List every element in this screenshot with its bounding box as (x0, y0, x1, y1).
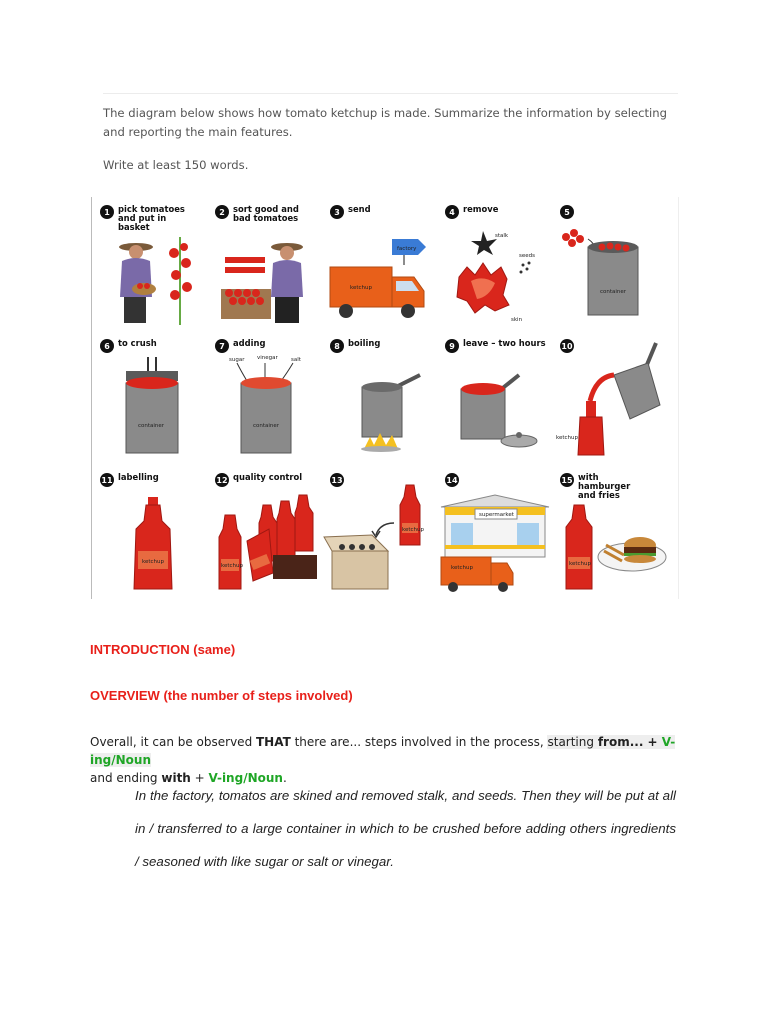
skin-label: skin (511, 317, 523, 323)
step-number: 10 (560, 339, 574, 353)
overview-heading: OVERVIEW (the number of steps involved) (90, 688, 353, 703)
example-paragraph: In the factory, tomatos are skined and removed stalk, and seeds. Then they will be put at all in / transferred to a large container in which to be crushed before adding others ingredients / seasoned with like sugar or salt or vinegar. (135, 788, 676, 869)
prompt-instruction: The diagram below shows how tomato ketchup is made. Summarize the information by selecting and reporting the main features. (103, 106, 667, 139)
step-label: 3 send (330, 205, 371, 219)
step-8 (322, 331, 437, 463)
bottle-ketchup-label: ketchup (402, 527, 425, 533)
prompt-word-count: Write at least 150 words. (103, 158, 249, 172)
step-label: 7 adding (215, 339, 265, 353)
step-number: 7 (215, 339, 229, 353)
truck-ketchup-label: ketchup (451, 565, 474, 571)
step-4 (437, 197, 552, 329)
introduction-heading: INTRODUCTION (same) (90, 642, 236, 657)
salt-label: salt (291, 357, 301, 363)
step-label (560, 339, 578, 353)
step-number: 9 (445, 339, 459, 353)
truck-ketchup-label: ketchup (350, 285, 373, 291)
step-number: 6 (100, 339, 114, 353)
ving-noun-2: V-ing/Noun (208, 771, 283, 785)
step-number: 15 (560, 473, 574, 487)
step-label: 15 with hamburger and fries (561, 472, 631, 500)
ketchup-process-diagram (91, 197, 679, 599)
step-2 (207, 197, 322, 329)
step-7 (207, 331, 322, 463)
overview-template-sentence: Overall, it can be observed THAT there are... steps involved in the process, starting from... + V-ing/Noun and ending with + V-ing/Noun. (90, 735, 676, 785)
factory-sign-label: factory (397, 246, 417, 252)
seeds-label: seeds (519, 253, 535, 259)
task-prompt (103, 104, 683, 175)
with-keyword: with (161, 771, 191, 785)
step-label: 2 sort good and bad tomatoes (215, 205, 303, 223)
container-label: container (253, 423, 280, 429)
container-label: container (600, 289, 627, 295)
step-number: 4 (445, 205, 459, 219)
ving-noun-1: V-ing/Noun (90, 735, 676, 767)
label-ketchup-text: ketchup (142, 559, 165, 565)
that-keyword: THAT (256, 735, 291, 749)
step-1 (92, 197, 207, 329)
step-6 (92, 331, 207, 463)
step-label: 1 pick tomatoes and put in basket (100, 205, 198, 232)
step-label: 12 quality control (215, 473, 302, 487)
container-label: container (138, 423, 165, 429)
step-11 (92, 465, 207, 597)
step-10 (552, 331, 667, 463)
bottle-ketchup-label: ketchup (556, 435, 579, 441)
step-number: 2 (215, 205, 229, 219)
step-14 (437, 465, 552, 597)
step-3 (322, 197, 437, 329)
step-number: 12 (215, 473, 229, 487)
step-label: 6 to crush (100, 339, 157, 353)
step-label: 11 labelling (100, 473, 159, 487)
step-label (330, 473, 348, 487)
step-12 (207, 465, 322, 597)
sugar-label: sugar (229, 357, 245, 363)
step-label: 4 remove (445, 205, 498, 219)
step-label: 9 leave – two hours (445, 339, 546, 353)
bottle-ketchup-label: ketchup (221, 563, 244, 569)
supermarket-sign-label: supermarket (479, 512, 514, 518)
top-divider (103, 93, 678, 94)
step-number: 13 (330, 473, 344, 487)
from-keyword: from... + (597, 735, 662, 749)
step-number: 14 (445, 473, 459, 487)
step-15 (552, 465, 667, 597)
step-number: 1 (100, 205, 114, 219)
step-number: 3 (330, 205, 344, 219)
vinegar-label: vinegar (257, 355, 278, 361)
step-13 (322, 465, 437, 597)
step-5 (552, 197, 667, 329)
step-number: 5 (560, 205, 574, 219)
stalk-label: stalk (495, 233, 509, 239)
step-label: 8 boiling (330, 339, 380, 353)
step-number: 8 (330, 339, 344, 353)
step-label (560, 205, 578, 219)
step-number: 11 (100, 473, 114, 487)
step-9 (437, 331, 552, 463)
step-label (445, 473, 463, 487)
bottle-ketchup-label: ketchup (569, 561, 592, 567)
